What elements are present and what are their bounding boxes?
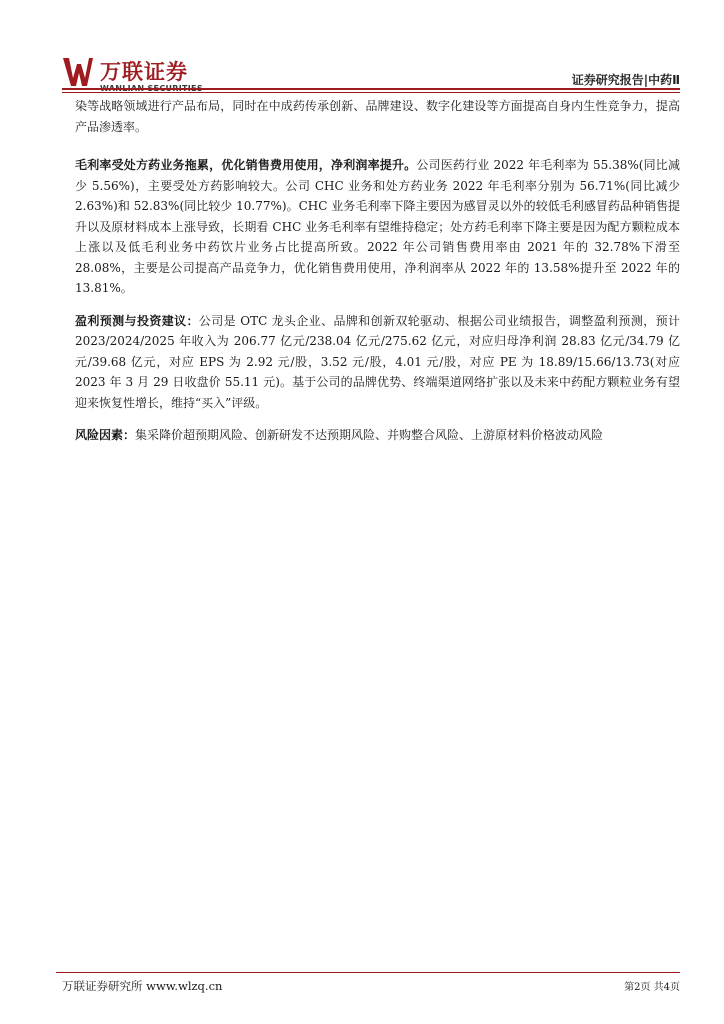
risk-paragraph [75,425,680,446]
gross-margin-text: 公司医药行业 2022 年毛利率为 55.38%(同比减少 5.56%)，主要受处方药影响较大。公司 CHC 业务和处方药业务 2022 年毛利率分别为 56.71%(同比减少 2.63%)和 52.83%(同比较少 10.77%)。CHC 业务毛利率下降主要因为感冒灵以外的较低毛利感冒药品种销售提升以及原材料成本上涨导致，长期看 CHC 业务毛利率有望维持稳定；处方药毛利率下降主要是因为配方颗粒成本上涨以及低毛利业务中药饮片业务占比提高所致。2022 年公司销售费用率由 2021 年的 32.78%下滑至 28.08%，主要是公司提高产品竞争力，优化销售费用使用，净利润率从 2022 年的 13.58%提升至 2022 年的 13.81%。 [75,158,680,295]
risk-lead: 风险因素： [75,428,136,442]
gross-margin-paragraph [75,155,680,299]
report-body [75,96,680,458]
footer-source: 万联证券研究所 www.wlzq.cn [62,979,223,993]
intro-paragraph [75,96,680,137]
forecast-text: 公司是 OTC 龙头企业、品牌和创新双轮驱动、根据公司业绩报告，调整盈利预测，预计 2023/2024/2025 年收入为 206.77 亿元/238.04 亿元/275.62 亿元，对应归母净利润 28.83 亿元/34.79 亿元/39.68 亿元，对应 EPS 为 2.92 元/股，3.52 元/股，4.01 元/股，对应 PE 为 18.89/15.66/13.73(对应 2023 年 3 月 29 日收盘价 55.11 元)。基于公司的品牌优势、终端渠道网络扩张以及未来中药配方颗粒业务有望迎来恢复性增长，维持“买入”评级。 [75,313,680,410]
page-number: 第2页 共4页 [624,982,680,993]
forecast-lead: 盈利预测与投资建议： [75,313,199,328]
page-header [0,0,724,96]
company-logo [62,56,262,96]
footer-divider [56,972,680,973]
risk-text: 集采降价超预期风险、创新研发不达预期风险、并购整合风险、上游原材料价格波动风险 [135,428,604,442]
wanlian-logo-icon [62,56,94,88]
report-title: 证券研究报告|中药Ⅱ [571,73,680,87]
header-divider [62,88,680,90]
forecast-paragraph [75,311,680,414]
header-divider-thin [62,92,680,93]
brand-name-cn: 万联证券 [100,60,188,84]
intro-text: 染等战略领域进行产品布局，同时在中成药传承创新、品牌建设、数字化建设等方面提高自身内生性竞争力，提高产品渗透率。 [75,99,680,134]
gross-margin-lead: 毛利率受处方药业务拖累，优化销售费用使用，净利润率提升。 [75,158,417,172]
